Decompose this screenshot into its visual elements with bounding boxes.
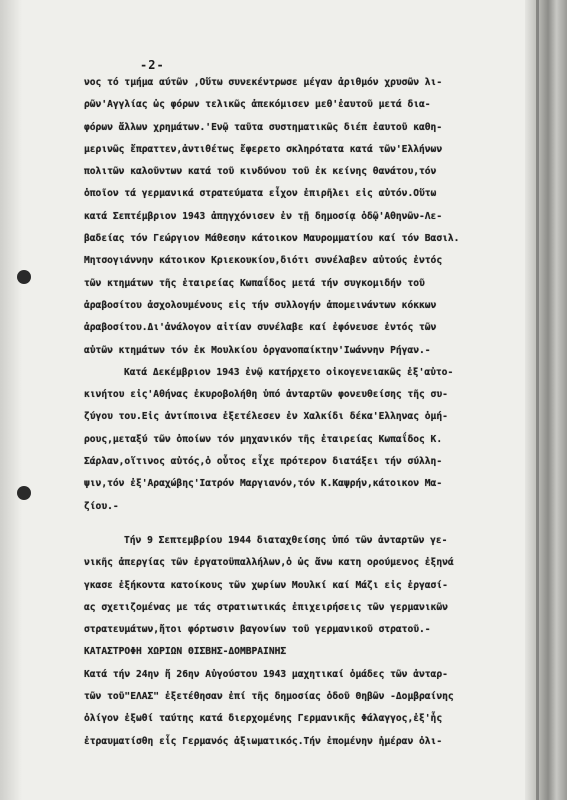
text-line: Κατά Δεκέμβριον 1943 ἐνῷ κατήρχετο οἰκογενειακῶς ἐξ'αὐτο- [124, 366, 454, 378]
section-heading: ΚΑΤΑΣΤΡΟΦΗ ΧΩΡΙΩΝ ΘΙΣΒΗΣ-ΔΟΜΒΡΑΙΝΗΣ [84, 646, 287, 658]
text-line: ζίου.- [84, 500, 119, 512]
text-line: νος τό τμήμα αύτῶν ,Οὕτω συνεκέντρωσε μέγαν ἀριθμόν χρυσῶν λι- [84, 77, 443, 88]
text-line: κινήτου εἰς'Αθήνας ἐκυροβολήθη ὑπό ἀνταρτῶν φονευθείσης τῆς συ- [84, 389, 448, 401]
text-line: τῶν τοῦ"ΕΛΑΣ" ἐξετέθησαν ἐπί τῆς δημοσίας ὁδοῦ Θηβῶν -Δομβραίνης [84, 691, 454, 703]
text-line: μερινῶς ἔπραττεν,ἀντιθέτως ἔφερετο σκληρότατα κατά τῶν'Ελλήνων [84, 143, 443, 155]
text-line: φόρων ἄλλων χρημάτων.'Ενῷ ταῦτα συστηματικῶς διέπ ἑαυτοῦ καθη- [84, 121, 443, 133]
punch-hole [17, 486, 31, 500]
scan-edge-strip [525, 0, 567, 800]
text-line: Μητσογιάννην κάτοικον Κριεκουκίου,διότι συνέλαβεν αὐτούς ἐντός [84, 255, 443, 267]
text-line: βαδείας τόν Γεώργιον Μάθεσην κάτοικον Μαυρομματίου καί τόν Βασιλ. [84, 233, 460, 245]
text-line: ἀραβοσίτου.Δι'ἀνάλογον αἰτίαν συνέλαβε καί ἐφόνευσε ἐντός τῶν [84, 322, 437, 334]
text-line: ας σχετιζομένας με τάς στρατιωτικάς ἐπιχειρήσεις τῶν γερμανικῶν [84, 601, 448, 613]
page-number: -2- [140, 58, 165, 72]
scan-edge-line [536, 0, 539, 800]
text-line: αὐτῶν κτημάτων τόν ἐκ Μουλκίου ὀργανοπαίκτην'Ιωάννην Ρήγαν.- [84, 344, 431, 356]
text-line: Σάρλαν,οἵτινος αὐτός,ὁ οὗτος εἶχε πρότερον διατάξει τήν σύλλη- [84, 456, 443, 468]
text-line: ρους,μεταξύ τῶν ὁποίων τόν μηχανικόν τῆς ἑταιρείας Κωπαΐδος Κ. [84, 433, 443, 445]
text-line: κατά Σεπτέμβριον 1943 ἀπηγχόνισεν ἐν τῇ δημοσίᾳ ὁδῷ'Αθηνῶν-Λε- [84, 210, 443, 222]
text-line: Τήν 9 Σεπτεμβρίου 1944 διαταχθείσης ὑπό τῶν ἀνταρτῶν γε- [124, 534, 448, 546]
text-line: ρῶν'Αγγλίας ὡς φόρων τελικῶς ἀπεκόμισεν μεθ'ἑαυτοῦ μετά δια- [84, 99, 431, 111]
text-line: ψιν,τόν ἐξ'Αραχώβης'Ιατρόν Μαργιανόν,τόν Κ.Καψρήν,κάτοικον Μα- [84, 478, 443, 490]
text-line: γκασε ἐξήκοντα κατοίκους τῶν χωρίων Μουλκί καί Μάζι εἰς ἐργασί- [84, 579, 448, 591]
text-line: στρατευμάτων,ἤτοι φόρτωσιν βαγονίων τοῦ γερμανικοῦ στρατοῦ.- [84, 624, 431, 636]
text-line: ὁποῖον τά γερμανικά στρατεύματα εἶχον ἐπιρῆλει εἰς αὐτόν.Οὕτω [84, 188, 437, 200]
text-line: πολιτῶν καλοῦντων κατά τοῦ κινδύνου τοῦ ἐκ κείνης θανάτου,τόν [84, 166, 437, 178]
text-line: νικῆς ἀπεργίας τῶν ἐργατοϋπαλλήλων,ὁ ὡς ἄνω κατη ορούμενος ἐξηνά [84, 557, 454, 569]
typed-text-body [84, 72, 504, 753]
text-line: ζύγου του.Εἰς ἀντίποινα ἐξετέλεσεν ἐν Χαλκίδι δέκα'Ελληνας ὁμή- [84, 411, 448, 423]
text-line: τῶν κτημάτων τῆς ἑταιρείας Κωπαΐδος μετά τήν συγκομιδήν τοῦ [84, 277, 425, 289]
text-line: Κατά τήν 24ην ἤ 26ην Αὐγούστου 1943 μαχητικαί ὁμάδες τῶν ἀνταρ- [84, 668, 448, 680]
text-line: ἀραβοσίτου ἀσχολουμένους εἰς τήν συλλογήν ἀπομεινάντων κόκκων [84, 299, 437, 311]
scan-left-shadow [0, 0, 22, 800]
text-spacer [84, 518, 504, 530]
punch-hole [17, 270, 31, 284]
text-line: ἐτραυματίσθη εἷς Γερμανός ἀξιωματικός.Τήν ἐπομένην ἡμέραν ὀλι- [84, 735, 443, 747]
text-line: ὀλίγον ἐξωθί ταύτης κατά διερχομένης Γερμανικῆς Φάλαγγος,ἐξ'ἧς [84, 713, 443, 725]
